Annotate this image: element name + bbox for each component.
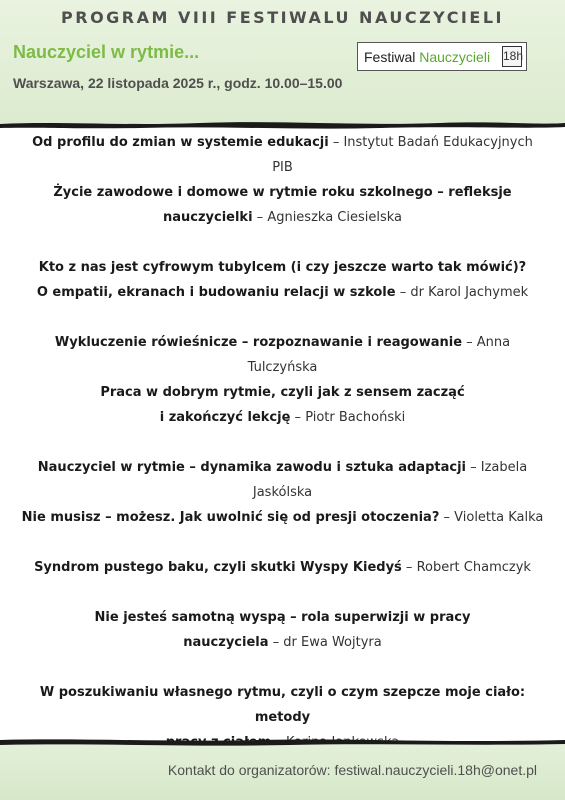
program-item-title: Syndrom pustego baku, czyli skutki Wyspy Kiedyś — [34, 560, 402, 575]
program-item-speaker: Robert Chamczyk — [416, 560, 531, 575]
program-item — [20, 555, 545, 580]
bottom-brush-divider — [0, 735, 565, 747]
logo-badge: 18h — [502, 46, 522, 67]
separator-dash: – — [268, 635, 284, 650]
program-item-title: Od profilu do zmian w systemie edukacji — [32, 135, 329, 150]
program-item — [20, 505, 545, 530]
program-item — [20, 180, 545, 230]
festival-logo — [357, 42, 527, 71]
program-item-title: Nauczyciel w rytmie – dynamika zawodu i sztuka adaptacji — [37, 460, 466, 475]
program-item — [20, 330, 545, 380]
separator-dash: – — [439, 510, 455, 525]
program-item-speaker: Agnieszka Ciesielska — [267, 210, 403, 225]
program-item-speaker: Anna Tulczyńska — [247, 335, 511, 375]
separator-dash: – — [290, 410, 306, 425]
program-item — [20, 455, 545, 505]
top-brush-divider — [0, 118, 565, 130]
program-item — [20, 605, 545, 655]
page-title: PROGRAM VIII FESTIWALU NAUCZYCIELI — [61, 8, 504, 27]
program-item-speaker: dr Ewa Wojtyra — [283, 635, 382, 650]
program-item-title: Kto z nas jest cyfrowym tubylcem (i czy jeszcze warto tak mówić)? — [38, 260, 527, 275]
logo-word-festiwal: Festiwal — [364, 48, 416, 65]
program-item-title: i zakończyć lekcję — [159, 410, 291, 425]
logo-word-nauczycieli: Nauczycieli — [419, 48, 491, 65]
program-item-title: Nie jesteś samotną wyspą – rola superwizji w pracy — [94, 610, 471, 625]
program-item — [20, 255, 545, 305]
program-item-title: nauczycielki — [162, 210, 253, 225]
program-item-title: Wykluczenie rówieśnicze – rozpoznawanie i reagowanie — [54, 335, 463, 350]
program-item-title: Życie zawodowe i domowe w rytmie roku szkolnego – refleksje — [53, 185, 512, 200]
program-item — [20, 380, 545, 430]
separator-dash: – — [328, 135, 344, 150]
separator-dash: – — [395, 285, 411, 300]
program-item-title: W poszukiwaniu własnego rytmu, czyli o czym szepcze moje ciało: metody — [39, 685, 526, 725]
program-item-title: O empatii, ekranach i budowaniu relacji w szkole — [36, 285, 396, 300]
event-date-line: Warszawa, 22 listopada 2025 r., godz. 10.00–15.00 — [13, 75, 343, 91]
program-item-title: Praca w dobrym rytmie, czyli jak z sensem zacząć — [100, 385, 465, 400]
program-item-speaker: Instytut Badań Edukacyjnych PIB — [272, 135, 533, 175]
separator-dash: – — [252, 210, 268, 225]
subtitle: Nauczyciel w rytmie... — [13, 42, 200, 62]
program-item-speaker: Izabela Jaskólska — [252, 460, 528, 500]
program-item-title: Nie musisz – możesz. Jak uwolnić się od presji otoczenia? — [21, 510, 440, 525]
contact-info: Kontakt do organizatorów: festiwal.nauczycieli.18h@onet.pl — [167, 762, 537, 778]
separator-dash: – — [462, 335, 477, 350]
separator-dash: – — [401, 560, 417, 575]
program-item-speaker: dr Karol Jachymek — [410, 285, 529, 300]
program-item-title: nauczyciela — [183, 635, 269, 650]
program-item — [20, 130, 545, 180]
program-item-speaker: Piotr Bachoński — [305, 410, 406, 425]
separator-dash: – — [465, 460, 481, 475]
program-item-speaker: Violetta Kalka — [454, 510, 544, 525]
